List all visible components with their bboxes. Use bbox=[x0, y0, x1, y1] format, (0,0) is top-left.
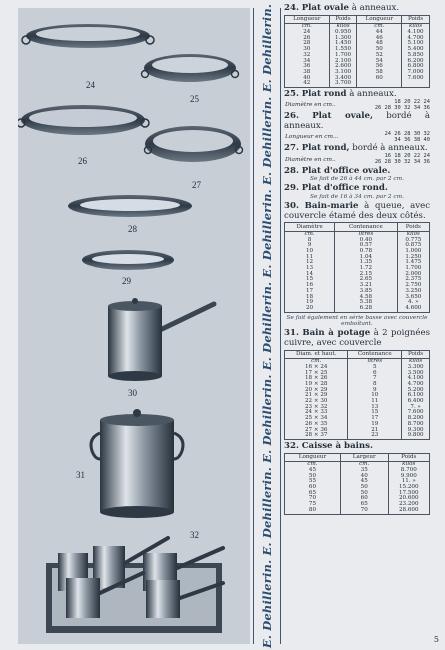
photo-label-31: 31 bbox=[76, 470, 85, 480]
table-row: 9 0.57 0.875 bbox=[285, 243, 430, 249]
item-31-table: Diam. et haut. Contenance Poids cm. litres kilos 16 × 24 5 3.300 17 × 25 6 3.500 18 × 26 7 4.100 19 × 28 8 4.700 20 × 29 9 5.200 21 × 29 10 6.100 22 × 30 11 6.400 23 × 32 13 7. » 24 × 33 15 7.600 25 × 34 17 8.200 26 × 35 19 8.700 27 × 36 21 9.300 28 × 37 23 9.800 bbox=[284, 350, 430, 440]
table-row: 70 60 20.600 bbox=[285, 496, 430, 502]
item-31-heading: 31. Bain à potage à 2 poignées cuivre, avec couvercle bbox=[284, 327, 431, 348]
table-row: 17 × 25 6 3.500 bbox=[285, 371, 430, 377]
item-26-dimensions: Longueur en cm... 24 26 28 30 32 34 36 38 40 bbox=[285, 131, 430, 143]
photo-label-32: 32 bbox=[190, 530, 199, 540]
table-row: 26 × 35 19 8.700 bbox=[285, 422, 430, 428]
table-row: 11 1.04 1.250 bbox=[285, 255, 430, 261]
item-26-heading: 26. Plat ovale, bordé à anneaux. bbox=[284, 111, 430, 132]
page-number: 5 bbox=[433, 635, 439, 644]
table-row: 10 0.78 1.000 bbox=[285, 249, 430, 255]
item-27-dimensions: Diamètre en cm.. 16 18 20 22 24 26 28 30 32 34 36 bbox=[285, 153, 430, 165]
table-row: 32 1.700 52 5.850 bbox=[285, 53, 430, 59]
table-row: 80 70 28.600 bbox=[285, 508, 430, 514]
table-row: 16 × 24 5 3.300 bbox=[285, 365, 430, 371]
round-pan-25 bbox=[142, 54, 239, 82]
table-row: 50 40 9.900 bbox=[285, 474, 430, 480]
table-row: 60 50 15.200 bbox=[285, 485, 430, 491]
caisse-bains-32 bbox=[46, 538, 223, 633]
table-row: 17 3.85 3.250 bbox=[285, 289, 430, 295]
table-row: 28 × 37 23 9.800 bbox=[285, 433, 430, 439]
table-row: 20 × 29 9 5.200 bbox=[285, 388, 430, 394]
table-row: 34 2.100 54 6.200 bbox=[285, 59, 430, 65]
table-row: 24 0.950 44 4.100 bbox=[285, 30, 430, 36]
photo-label-30: 30 bbox=[128, 388, 137, 398]
table-row: 14 2.15 2.000 bbox=[285, 272, 430, 278]
photo-label-27: 27 bbox=[192, 180, 201, 190]
table-row: 22 × 30 11 6.400 bbox=[285, 399, 430, 405]
table-row: 65 50 17.500 bbox=[285, 491, 430, 497]
table-row: 21 × 29 10 6.100 bbox=[285, 393, 430, 399]
item-30-table: Diamètre Contenance Poids cm. litres kilos 8 0.40 0.775 9 0.57 0.875 10 0.78 1.000 11 1.04 1.250 12 1.35 1.475 13 1.72 1.700 14 2.15 2.000 15 2.65 2.375 16 3.21 2.750 17 3.85 3.250 18 4.58 3.650 19 5.38 4. » 20 6.28 4.600 bbox=[284, 222, 430, 312]
table-row: 28 1.450 48 5.100 bbox=[285, 41, 430, 47]
item-25-heading: 25. Plat rond à anneaux. bbox=[284, 89, 397, 100]
item-29-heading: 29. Plat d'office rond. bbox=[284, 183, 388, 194]
photo-label-29: 29 bbox=[122, 276, 131, 286]
round-pan-27 bbox=[145, 126, 243, 162]
table-row: 25 × 34 17 8.200 bbox=[285, 416, 430, 422]
table-row: 26 1.300 46 4.700 bbox=[285, 36, 430, 42]
table-row: 19 5.38 4. » bbox=[285, 300, 430, 306]
oval-dish-28 bbox=[68, 195, 192, 217]
round-dish-29 bbox=[82, 250, 174, 270]
bain-marie-30 bbox=[108, 298, 214, 381]
item-32-table: Longueur Largeur Poids cm. cm. kilos 45 35 8.700 50 40 9.900 55 45 11. » 60 50 15.200 65 50 17.500 70 60 20.600 75 65 23.200 80 70 28.600 bbox=[284, 453, 430, 515]
table-row: 13 1.72 1.700 bbox=[285, 266, 430, 272]
table-row: 55 45 11. » bbox=[285, 479, 430, 485]
item-28-note: Se fait de 26 à 44 cm. par 2 cm. bbox=[310, 176, 404, 183]
table-row: 40 3.400 60 7.600 bbox=[285, 76, 430, 82]
photo-label-24: 24 bbox=[86, 80, 95, 90]
item-27-heading: 27. Plat rond, bordé à anneaux. bbox=[284, 143, 428, 154]
photo-label-26: 26 bbox=[78, 156, 87, 166]
item-30-heading: 30. Bain-marie à queue, avec couvercle étamé des deux côtés. bbox=[284, 200, 431, 221]
table-row: 27 × 36 21 9.300 bbox=[285, 428, 430, 434]
oval-pan-24 bbox=[22, 24, 154, 48]
table-row: 38 3.100 58 7.000 bbox=[285, 70, 430, 76]
table-row: 45 35 8.700 bbox=[285, 468, 430, 474]
catalogue-column bbox=[284, 3, 430, 648]
table-row: 18 4.58 3.650 bbox=[285, 295, 430, 301]
item-29-note: Se fait de 16 à 34 cm. par 2 cm. bbox=[310, 193, 404, 200]
brand-strip bbox=[253, 3, 281, 649]
table-row: 36 2.600 56 6.800 bbox=[285, 64, 430, 70]
table-row: 20 6.28 4.600 bbox=[285, 306, 430, 312]
table-row: 30 1.550 50 5.400 bbox=[285, 47, 430, 53]
brand-repeat-text: E. Dehillerin. E. Dehillerin. E. Dehillerin. E. Dehillerin. E. Dehillerin. E. Dehillerin. E. Dehillerin. bbox=[260, 3, 274, 649]
table-row: 12 1.35 1.475 bbox=[285, 260, 430, 266]
photo-label-25: 25 bbox=[190, 94, 199, 104]
item-32-heading: 32. Caisse à bains. bbox=[284, 440, 373, 451]
product-photo bbox=[18, 8, 250, 644]
item-30-note: Se fait également en série basse avec couvercle emboîtant. bbox=[286, 314, 428, 328]
table-row: 75 65 23.200 bbox=[285, 502, 430, 508]
table-row: 19 × 28 8 4.700 bbox=[285, 382, 430, 388]
cookware-illustration bbox=[18, 8, 250, 644]
item-24-table: Longueur Poids Longueur Poids cm. kilos cm. kilos 24 0.950 44 4.100 26 1.300 46 4.700 28 1.450 48 5.100 30 1.550 50 5.400 32 1.700 52 5.850 34 2.100 54 6.200 36 2.600 56 6.800 38 3.100 58 7.000 40 3.400 60 7.600 42 3.700 bbox=[284, 15, 430, 88]
table-row: 16 3.21 2.750 bbox=[285, 283, 430, 289]
table-row: 42 3.700 bbox=[285, 81, 430, 87]
table-row: 24 × 33 15 7.600 bbox=[285, 410, 430, 416]
table-row: 18 × 26 7 4.100 bbox=[285, 376, 430, 382]
item-28-heading: 28. Plat d'office ovale. bbox=[284, 165, 391, 176]
table-row: 15 2.65 2.375 bbox=[285, 277, 430, 283]
table-row: 8 0.40 0.775 bbox=[285, 238, 430, 244]
photo-label-28: 28 bbox=[128, 224, 137, 234]
table-row: 23 × 32 13 7. » bbox=[285, 405, 430, 411]
item-25-dimensions: Diamètre en cm.. 18 20 22 24 26 28 30 32 34 36 bbox=[285, 98, 430, 111]
item-24-heading: 24. Plat ovale à anneaux. bbox=[284, 3, 400, 13]
oval-pan-26 bbox=[18, 105, 149, 135]
bain-potage-31 bbox=[91, 409, 183, 518]
